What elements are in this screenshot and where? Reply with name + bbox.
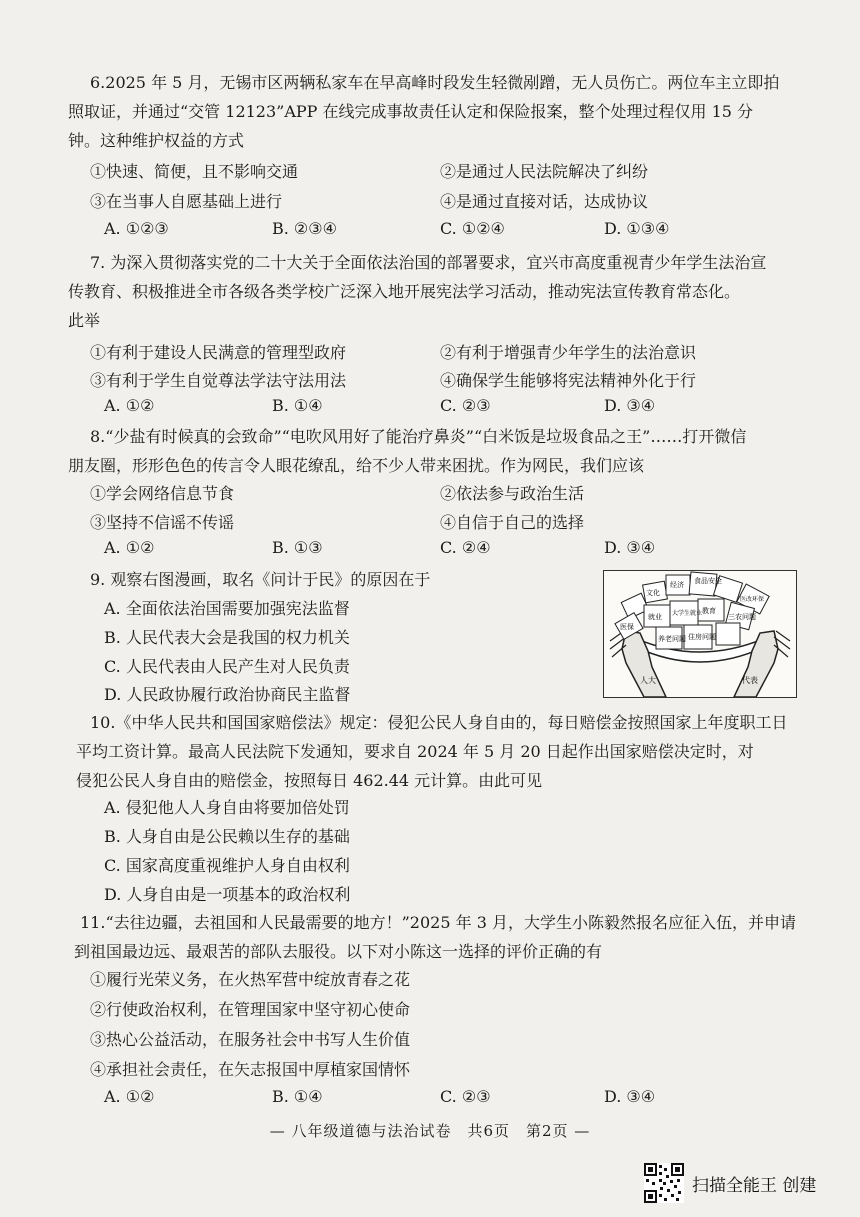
qr-code-icon [644,1163,684,1203]
statement-3: ③在当事人自愿基础上进行 [90,192,283,211]
question-10-stem [76,708,788,795]
cartoon-card-label: 养老问题 [658,635,686,643]
stem-line: 照取证，并通过“交管 12123”APP 在线完成事故责任认定和保险报案，整个处理过程仅用 15 分 [68,102,754,121]
choice-a: A. 侵犯他人人身自由将要加倍处罚 [104,798,350,817]
stem-line: 朋友圈，形形色色的传言令人眼花缭乱，给不少人带来困扰。作为网民，我们应该 [68,456,645,475]
stem-line: 到祖国最边远、最艰苦的部队去服役。以下对小陈这一选择的评价正确的有 [74,942,603,961]
right-hand-label: 代表 [742,676,758,685]
statement-2: ②依法参与政治生活 [440,484,585,503]
question-8-stem [68,422,747,480]
choice-c: C. ②④ [440,538,491,557]
stem-line: 钟。这种维护权益的方式 [68,131,245,150]
choice-d: D. ③④ [604,538,656,557]
statement-3: ③有利于学生自觉尊法学法守法用法 [90,371,347,390]
scanner-brand-label: 扫描全能王 创建 [692,1176,817,1196]
choice-d: D. ③④ [604,396,656,415]
choice-a: A. ①② [104,396,155,415]
cartoon-card-label: 住房问题 [688,633,716,641]
statement-4: ④自信于自己的选择 [440,513,585,532]
choice-b: B. 人身自由是公民赖以生存的基础 [104,827,350,846]
statement-2: ②行使政治权利，在管理国家中坚守初心使命 [90,1000,411,1019]
stem-line: 此举 [68,311,101,330]
statement-4: ④是通过直接对话，达成协议 [440,192,649,211]
stem-line: 11.“去往边疆，去祖国和人民最需要的地方！”2025 年 3 月，大学生小陈毅然报名应征入伍，并申请 [80,913,796,932]
cartoon-card-label: 大学生就业 [672,610,703,617]
statement-3: ③坚持不信谣不传谣 [90,513,235,532]
stem-line: 传教育、积极推进全市各级各类学校广泛深入地开展宪法学习活动，推动宪法宣传教育常态化。 [68,282,741,301]
statement-1: ①有利于建设人民满意的管理型政府 [90,343,347,362]
statement-2: ②是通过人民法院解决了纠纷 [440,162,649,181]
question-11-stem [74,908,796,966]
cartoon-card-label: 文化 [646,589,660,597]
cartoon-card-label: 医保 [620,623,634,631]
question-6-stem [68,68,780,155]
cartoon-card-label: 医改环保 [740,596,765,603]
question-7-stem [68,248,767,335]
stem-line: 6.2025 年 5 月，无锡市区两辆私家车在早高峰时段发生轻微剐蹭，无人员伤亡。两位车主立即拍 [90,73,780,92]
cartoon-card-label: 教育 [702,607,716,615]
choice-c: C. ②③ [440,396,491,415]
stem-line: 8.“少盐有时候真的会致命”“电吹风用好了能治疗鼻炎”“白米饭是垃圾食品之王”……打开微信 [90,427,747,446]
choice-b: B. ②③④ [272,219,337,238]
statement-3: ③热心公益活动，在服务社会中书写人生价值 [90,1030,411,1049]
choice-c: C. ①②④ [440,219,505,238]
left-hand-label: 人大 [640,676,656,685]
choice-d: D. ①③④ [604,219,670,238]
choice-c: C. ②③ [440,1087,491,1106]
page-footer: — 八年级道德与法治试卷 共6页 第2页 — [269,1122,591,1140]
cartoon-card-label: 就业 [648,613,662,621]
statement-1: ①快速、简便，且不影响交通 [90,162,299,181]
choice-d: D. 人民政协履行政治协商民主监督 [104,685,351,704]
stem-line: 7. 为深入贯彻落实党的二十大关于全面依法治国的部署要求，宜兴市高度重视青少年学生法治宣 [90,253,767,272]
statement-1: ①履行光荣义务，在火热军营中绽放青春之花 [90,970,411,989]
cartoon-drawing [604,571,796,697]
cartoon-card-label: 经济 [670,581,684,589]
choice-d: D. ③④ [604,1087,656,1106]
cartoon-illustration [603,570,797,698]
choice-a: A. ①②③ [104,219,169,238]
choice-d: D. 人身自由是一项基本的政治权利 [104,885,351,904]
cartoon-card-label: 三农问题 [728,613,756,621]
choice-a: A. ①② [104,538,155,557]
statement-2: ②有利于增强青少年学生的法治意识 [440,343,697,362]
statement-1: ①学会网络信息节食 [90,484,235,503]
choice-b: B. 人民代表大会是我国的权力机关 [104,628,350,647]
statement-4: ④确保学生能够将宪法精神外化于行 [440,371,697,390]
choice-a: A. 全面依法治国需要加强宪法监督 [104,599,350,618]
choice-c: C. 国家高度重视维护人身自由权利 [104,856,350,875]
stem-line: 侵犯公民人身自由的赔偿金，按照每日 462.44 元计算。由此可见 [76,771,543,790]
choice-b: B. ①③ [272,538,323,557]
choice-c: C. 人民代表由人民产生对人民负责 [104,657,350,676]
choice-a: A. ①② [104,1087,155,1106]
stem-line: 平均工资计算。最高人民法院下发通知，要求自 2024 年 5 月 20 日起作出国家赔偿决定时，对 [76,742,754,761]
question-9-stem: 9. 观察右图漫画，取名《问计于民》的原因在于 [90,570,431,589]
choice-b: B. ①④ [272,1087,323,1106]
cartoon-card-label: 食品安全 [694,577,722,585]
statement-4: ④承担社会责任，在矢志报国中厚植家国情怀 [90,1060,411,1079]
stem-line: 10.《中华人民共和国国家赔偿法》规定：侵犯公民人身自由的，每日赔偿金按照国家上年度职工日 [90,713,788,732]
choice-b: B. ①④ [272,396,323,415]
